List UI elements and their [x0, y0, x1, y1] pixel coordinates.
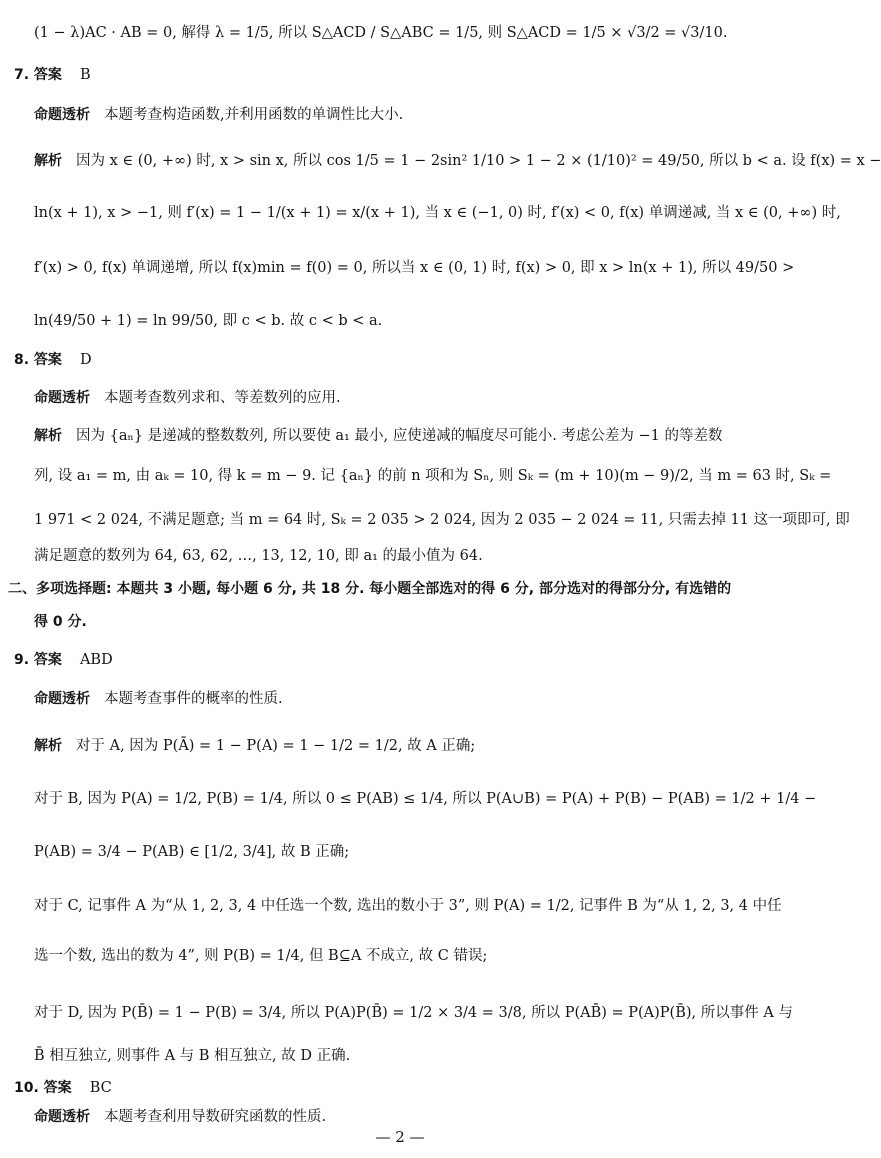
- q8-solution-line-3: 1 971 < 2 024, 不满足题意; 当 m = 64 时, Sₖ = 2 035 > 2 024, 因为 2 035 − 2 024 = 11, 只需去掉 11 这一项即可, 即: [34, 512, 850, 528]
- q7-intent-tag: 命题透析: [34, 107, 90, 123]
- q10-label: 10. 答案: [14, 1080, 72, 1096]
- section-2-heading-cont: 得 0 分.: [34, 614, 87, 630]
- q9-intent-tag: 命题透析: [34, 691, 90, 707]
- q7-solution-line-1: [34, 150, 881, 172]
- q10-intent-tag: 命题透析: [34, 1109, 90, 1125]
- continuation-line: (1 − λ)AC · AB = 0, 解得 λ = 1/5, 所以 S△ACD / S△ABC = 1/5, 则 S△ACD = 1/5 × √3/2 = √3/10.: [34, 25, 728, 41]
- q8-solution-line-1: [34, 425, 782, 447]
- q7-sol-tag: 解析: [34, 153, 62, 169]
- q7-intent-text: 本题考查构造函数,并利用函数的单调性比大小.: [104, 107, 404, 123]
- q9-sol-tag: 解析: [34, 738, 62, 754]
- q9-label: 9. 答案: [14, 652, 62, 668]
- q7-solution-line-4: ln(49/50 + 1) = ln 99/50, 即 c < b. 故 c < b < a.: [34, 313, 383, 329]
- q9-solution-line-4: 对于 C, 记事件 A 为“从 1, 2, 3, 4 中任选一个数, 选出的数小于 3”, 则 P(A) = 1/2, 记事件 B 为“从 1, 2, 3, 4 中任: [34, 898, 782, 914]
- q8-solution-line-4: 满足题意的数列为 64, 63, 62, …, 13, 12, 10, 即 a₁ 的最小值为 64.: [34, 548, 483, 564]
- q7-answer: B: [79, 67, 91, 83]
- q9-solution-line-3: P(AB) = 3/4 − P(AB) ∈ [1/2, 3/4], 故 B 正确;: [34, 844, 350, 860]
- q9-solution-line-6: 对于 D, 因为 P(B̄) = 1 − P(B) = 3/4, 所以 P(A)P(B̄) = 1/2 × 3/4 = 3/8, 所以 P(AB̄) = P(A)P(B̄), 所以事件 A 与: [34, 1005, 793, 1021]
- q7-header: [14, 64, 782, 86]
- q8-answer: D: [79, 352, 92, 368]
- q9-solution-line-5: 选一个数, 选出的数为 4”, 则 P(B) = 1/4, 但 B⊆A 不成立, 故 C 错误;: [34, 948, 488, 964]
- q9-answer: ABD: [79, 652, 113, 668]
- q10-header: [14, 1077, 782, 1099]
- q8-label: 8. 答案: [14, 352, 62, 368]
- q8-intent-text: 本题考查数列求和、等差数列的应用.: [104, 390, 341, 406]
- q8-intent: [34, 387, 782, 409]
- q8-sol-tag: 解析: [34, 428, 62, 444]
- q9-header: [14, 649, 782, 671]
- q7-label: 7. 答案: [14, 67, 62, 83]
- q9-sol-text-1: 对于 A, 因为 P(Ā) = 1 − P(A) = 1 − 1/2 = 1/2, 故 A 正确;: [76, 738, 476, 754]
- q7-sol-text-1: 因为 x ∈ (0, +∞) 时, x > sin x, 所以 cos 1/5 = 1 − 2sin² 1/10 > 1 − 2 × (1/10)² = 49/50, 所以 b < a. 设 f(x) = x −: [76, 153, 881, 169]
- q9-solution-line-2: 对于 B, 因为 P(A) = 1/2, P(B) = 1/4, 所以 0 ≤ P(AB) ≤ 1/4, 所以 P(A∪B) = P(A) + P(B) − P(AB) = 1/2 + 1/4 −: [34, 791, 817, 807]
- q9-solution-line-1: [34, 735, 782, 757]
- q10-answer: BC: [89, 1080, 112, 1096]
- q8-intent-tag: 命题透析: [34, 390, 90, 406]
- q7-solution-line-3: f′(x) > 0, f(x) 单调递增, 所以 f(x)min = f(0) = 0, 所以当 x ∈ (0, 1) 时, f(x) > 0, 即 x > ln(x + 1), 所以 49/50 >: [34, 260, 795, 276]
- page-number: — 2 —: [375, 1128, 425, 1146]
- q8-header: [14, 349, 782, 371]
- q10-intent-text: 本题考查利用导数研究函数的性质.: [104, 1109, 327, 1125]
- q10-intent: [34, 1106, 782, 1128]
- q9-intent-text: 本题考查事件的概率的性质.: [104, 691, 283, 707]
- q7-intent: [34, 104, 782, 126]
- q8-sol-text-1: 因为 {aₙ} 是递减的整数数列, 所以要使 a₁ 最小, 应使递减的幅度尽可能小. 考虑公差为 −1 的等差数: [76, 428, 723, 444]
- q9-intent: [34, 688, 782, 710]
- q9-solution-line-7: B̄ 相互独立, 则事件 A 与 B 相互独立, 故 D 正确.: [34, 1048, 351, 1064]
- q8-solution-line-2: 列, 设 a₁ = m, 由 aₖ = 10, 得 k = m − 9. 记 {aₙ} 的前 n 项和为 Sₙ, 则 Sₖ = (m + 10)(m − 9)/2, 当 m = 63 时, Sₖ =: [34, 468, 832, 484]
- q7-solution-line-2: ln(x + 1), x > −1, 则 f′(x) = 1 − 1/(x + 1) = x/(x + 1), 当 x ∈ (−1, 0) 时, f′(x) < 0, f(x) 单调递减, 当 x ∈ (0, +∞) 时,: [34, 205, 841, 221]
- section-2-heading: 二、多项选择题: 本题共 3 小题, 每小题 6 分, 共 18 分. 每小题全部选对的得 6 分, 部分选对的得部分分, 有选错的: [8, 581, 732, 597]
